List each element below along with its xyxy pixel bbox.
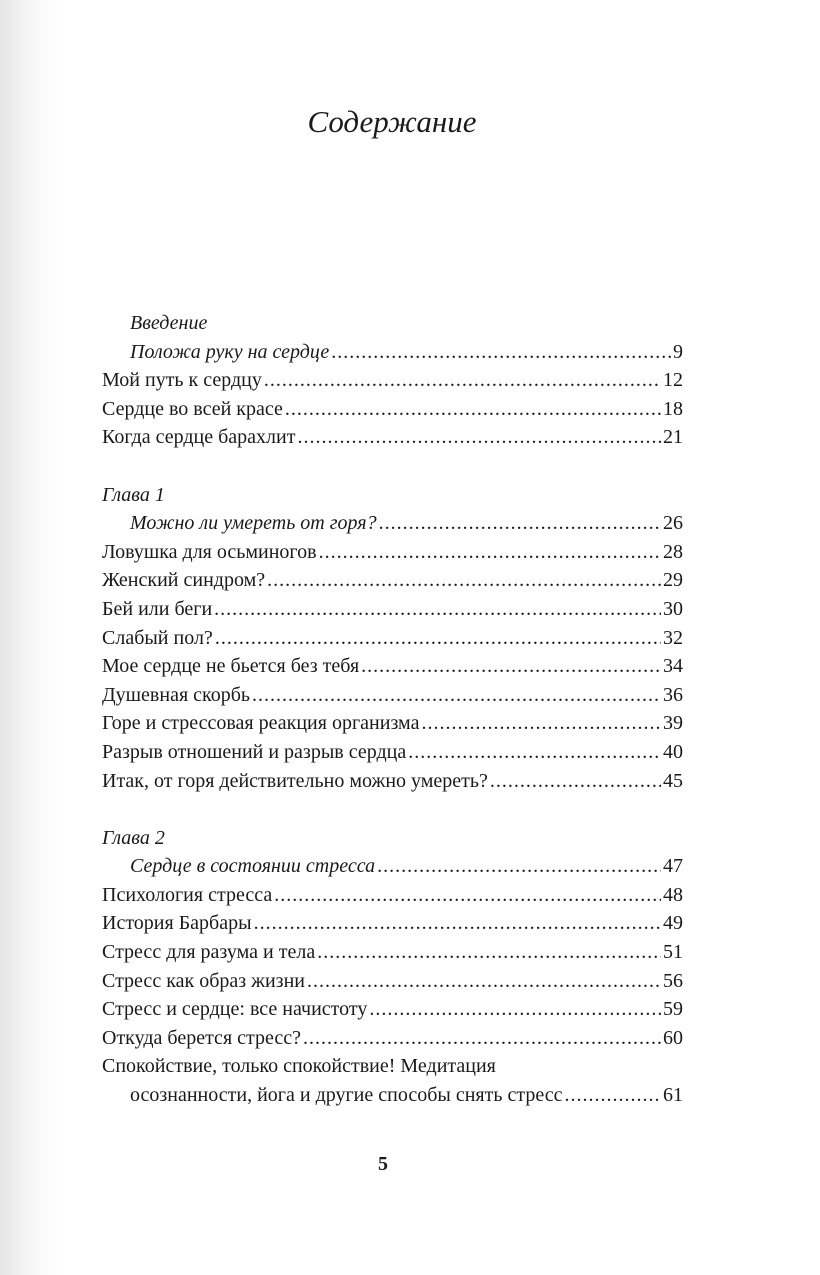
- toc-entry[interactable]: [102, 852, 683, 881]
- toc-entry-page: 12: [663, 369, 683, 392]
- toc-entry-label: осознанности, йога и другие способы снять стресс: [130, 1084, 563, 1107]
- toc-entry-label: Сердце в состоянии стресса: [130, 855, 376, 878]
- dot-leader: [303, 1024, 661, 1053]
- toc-entry-label: Спокойствие, только спокойствие! Медитация: [102, 1055, 496, 1078]
- toc-entry[interactable]: [102, 423, 683, 452]
- dot-leader: [421, 709, 661, 738]
- toc-entry[interactable]: [102, 967, 683, 996]
- toc-entry-page: 21: [663, 426, 683, 449]
- toc-entry-label: Итак, от горя действительно можно умереть?: [102, 769, 488, 792]
- toc-entry-label: Ловушка для осьминогов: [102, 540, 317, 563]
- toc-entry[interactable]: [102, 509, 683, 538]
- toc-entry[interactable]: [102, 595, 683, 624]
- toc-entry-page: 26: [663, 512, 683, 535]
- toc-entry-page: 56: [663, 969, 683, 992]
- page-edge-shadow: [0, 0, 60, 1275]
- toc-entry-page: 18: [663, 397, 683, 420]
- toc-entry-label: Когда сердце барахлит: [102, 426, 296, 449]
- toc-entry-label: Горе и стрессовая реакция организма: [102, 712, 420, 735]
- toc-entry-page: 59: [663, 998, 683, 1021]
- toc-entry-page: 48: [663, 883, 683, 906]
- toc-entry-label: Слабый пол?: [102, 626, 213, 649]
- dot-leader: [307, 967, 661, 996]
- toc-entry-page: 28: [663, 540, 683, 563]
- toc-entry[interactable]: [102, 395, 683, 424]
- section-heading: Глава 1: [102, 483, 165, 506]
- toc-entry[interactable]: [102, 995, 683, 1024]
- dot-leader: [369, 995, 661, 1024]
- toc-entry-label: История Барбары: [102, 912, 252, 935]
- dot-leader: [361, 652, 661, 681]
- dot-leader: [285, 395, 661, 424]
- toc-entry-page: 61: [663, 1084, 683, 1107]
- toc-entry-page: 47: [663, 855, 683, 878]
- dot-leader: [317, 938, 661, 967]
- toc-entry[interactable]: [102, 652, 683, 681]
- dot-leader: [252, 681, 661, 710]
- dot-leader: [274, 881, 661, 910]
- toc-entry[interactable]: [102, 738, 683, 767]
- toc-entry[interactable]: [102, 366, 683, 395]
- toc-entry-page: 39: [663, 712, 683, 735]
- toc-entry[interactable]: [102, 938, 683, 967]
- toc-entry-page: 40: [663, 740, 683, 763]
- toc-entry-label: Стресс как образ жизни: [102, 969, 305, 992]
- toc-entry-page: 34: [663, 655, 683, 678]
- toc-entry-label: Душевная скорбь: [102, 683, 251, 706]
- dot-leader: [331, 338, 671, 367]
- toc-entry-label: Женский синдром?: [102, 569, 266, 592]
- toc-entry-label: Стресс и сердце: все начистоту: [102, 998, 368, 1021]
- toc-entry[interactable]: [102, 338, 683, 367]
- toc-entry-label: Стресс для разума и тела: [102, 941, 316, 964]
- section-gap: [102, 795, 683, 824]
- toc-entry-page: 45: [663, 769, 683, 792]
- toc-entry-label: Мое сердце не бьется без тебя: [102, 655, 360, 678]
- dot-leader: [264, 366, 661, 395]
- dot-leader: [297, 423, 661, 452]
- dot-leader: [254, 909, 661, 938]
- dot-leader: [319, 538, 661, 567]
- dot-leader: [564, 1081, 661, 1110]
- section-heading: Глава 2: [102, 826, 165, 849]
- toc-entry-page: 49: [663, 912, 683, 935]
- toc-entry[interactable]: [102, 881, 683, 910]
- toc-entry[interactable]: [102, 1024, 683, 1053]
- dot-leader: [267, 566, 661, 595]
- toc-entry-page: 30: [663, 597, 683, 620]
- dot-leader: [379, 509, 661, 538]
- toc-entry[interactable]: [102, 909, 683, 938]
- toc-entry[interactable]: [102, 1081, 683, 1110]
- toc-entry-page: 60: [663, 1026, 683, 1049]
- section-gap: [102, 452, 683, 481]
- toc-entry-label: Психология стресса: [102, 883, 273, 906]
- toc-entry-label: Разрыв отношений и разрыв сердца: [102, 740, 407, 763]
- dot-leader: [490, 767, 661, 796]
- toc-entry-page: 29: [663, 569, 683, 592]
- section-heading: Введение: [130, 312, 208, 334]
- toc-entry-page: 32: [663, 626, 683, 649]
- page-title: Содержание: [307, 104, 477, 139]
- page-number: 5: [378, 1153, 388, 1175]
- toc-entry-label: Откуда берется стресс?: [102, 1026, 302, 1049]
- toc-entry-label: Положа руку на сердце: [130, 340, 330, 363]
- toc-entry-label: Сердце во всей красе: [102, 397, 283, 420]
- toc-entry[interactable]: [102, 624, 683, 653]
- toc-entry-label: Мой путь к сердцу: [102, 369, 262, 392]
- dot-leader: [215, 624, 661, 653]
- toc-entry[interactable]: [102, 709, 683, 738]
- toc-entry-label: Можно ли умереть от горя?: [130, 512, 377, 535]
- toc-entry[interactable]: [102, 681, 683, 710]
- toc-entry-page: 9: [673, 340, 683, 363]
- toc-entry[interactable]: [102, 767, 683, 796]
- toc-entry[interactable]: [102, 538, 683, 567]
- toc-entry-label: Бей или беги: [102, 597, 213, 620]
- table-of-contents: [102, 309, 683, 1110]
- dot-leader: [214, 595, 661, 624]
- toc-entry-page: 36: [663, 683, 683, 706]
- toc-entry[interactable]: [102, 566, 683, 595]
- dot-leader: [408, 738, 661, 767]
- toc-entry-page: 51: [663, 941, 683, 964]
- dot-leader: [377, 852, 661, 881]
